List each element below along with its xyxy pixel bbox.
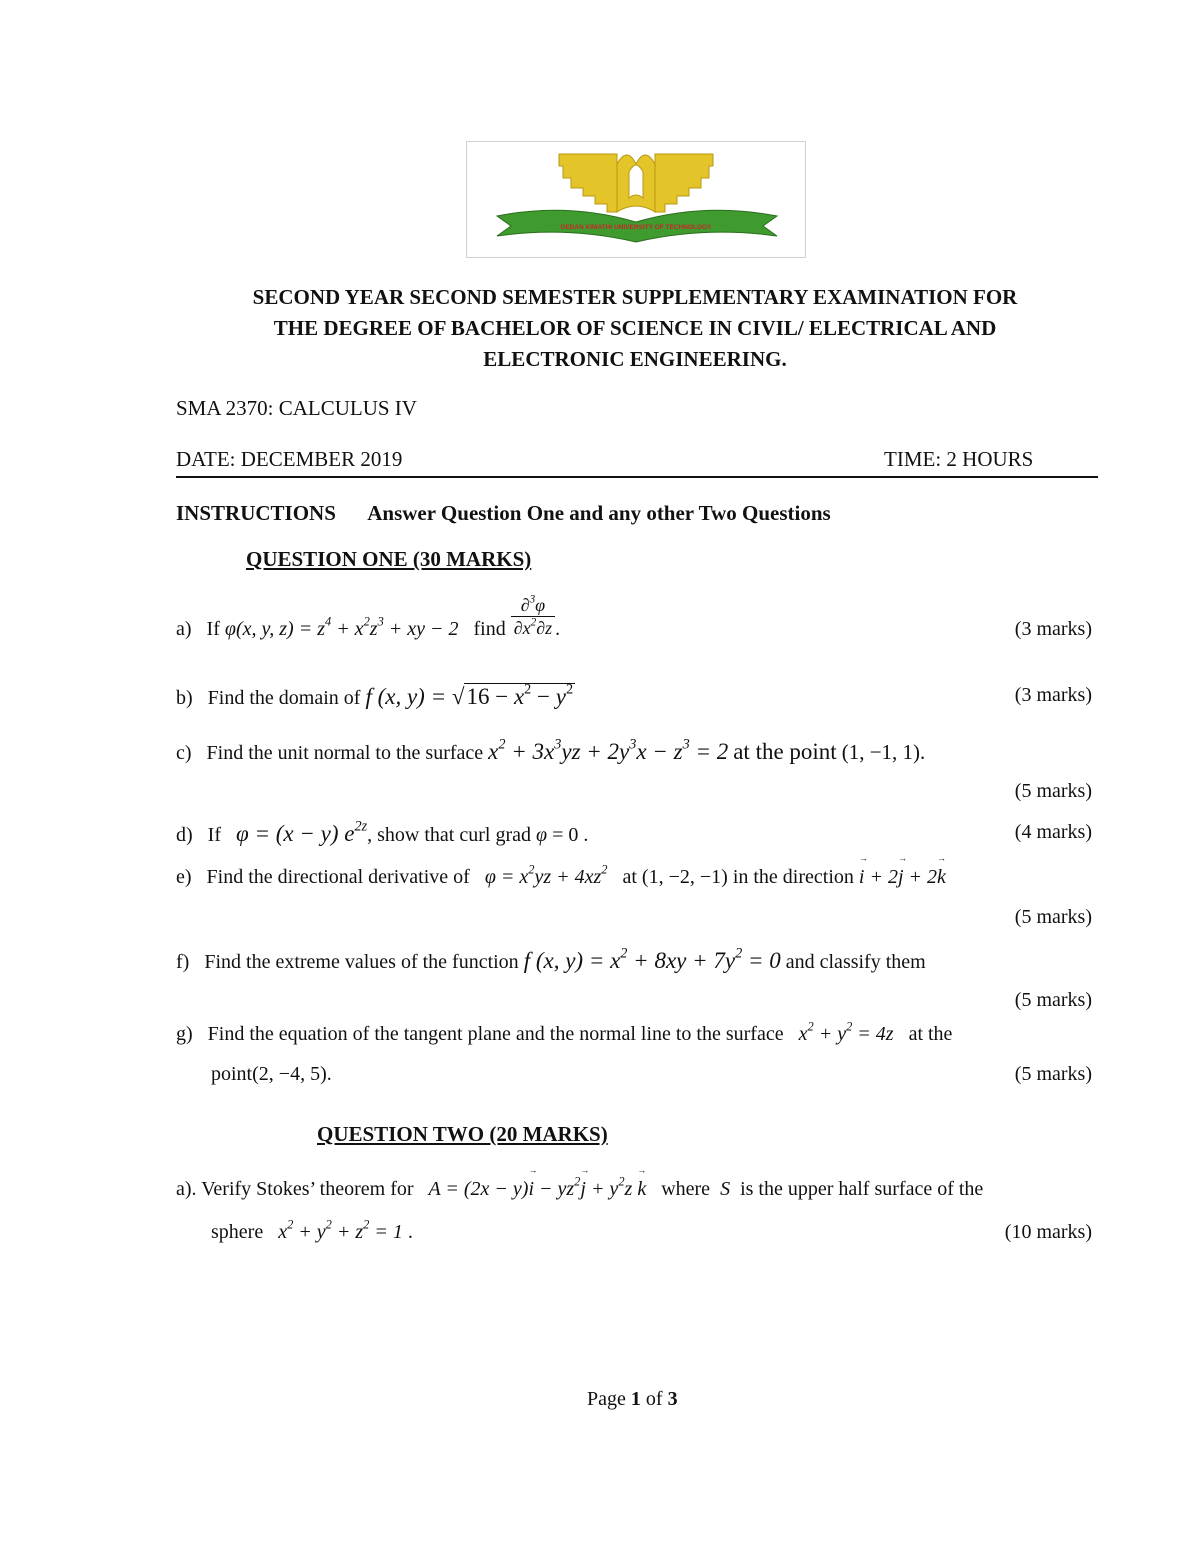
marks-e: (5 marks): [1014, 906, 1092, 928]
instructions-label: INSTRUCTIONS: [176, 501, 336, 525]
instructions-text: Answer Question One and any other Two Questions: [367, 501, 831, 525]
question-two-part-a-line2: sphere $x^2 + y^2 + z^2 = 1$ .: [211, 1217, 413, 1243]
question-two-heading: QUESTION TWO (20 MARKS): [317, 1122, 608, 1146]
logo-ribbon-text: DEDAN KIMATHI UNIVERSITY OF TECHNOLOGY: [560, 224, 712, 231]
header-divider: [176, 476, 1098, 478]
course-code: SMA 2370: CALCULUS IV: [176, 396, 417, 420]
exam-date: DATE: DECEMBER 2019: [176, 447, 403, 471]
exam-duration: TIME: 2 HOURS: [884, 447, 1034, 471]
math-expression: $x^2 + 3x^3yz + 2y^3x - z^3 = 2$: [488, 736, 729, 764]
exam-title-line-3: ELECTRONIC ENGINEERING.: [483, 347, 787, 371]
math-expression: f (x, $y) = √16 - x^2 - y^2$: [365, 681, 574, 709]
math-expression: f (x, $y) = x^2 + 8xy + 7y^2 = 0$: [523, 945, 781, 973]
logo-emblem: [467, 142, 805, 257]
logo-center-crest: [617, 155, 655, 212]
question-one-part-d: d) If φ = (x − y) $e^{2z}$, show that curl grad φ = 0 .: [176, 818, 589, 846]
question-one-part-a: a) If φ(x, y, $z) = z^4 + x^2z^3$ + xy − 2 find $\frac{\partial^3\varphi}{\partial x^2\partial z}$ .: [176, 593, 561, 640]
logo-left-wing: [559, 154, 617, 212]
marks-a: (3 marks): [1014, 618, 1092, 640]
question-one-part-g: g) Find the equation of the tangent plane and the normal line to the surface $x^2 + y^2 = 4z$ at the: [176, 1019, 953, 1045]
marks-d: (4 marks): [1014, 821, 1092, 843]
part-label: a): [176, 618, 192, 640]
university-logo: [466, 141, 806, 258]
marks-f: (5 marks): [1014, 989, 1092, 1011]
logo-right-wing: [655, 154, 713, 212]
question-one-part-g-line2: point(2, −4, 5).: [211, 1063, 332, 1085]
marks-c: (5 marks): [1014, 780, 1092, 802]
question-one-part-c: c) Find the unit normal to the surface $x^2 + 3x^3yz + 2y^3x - z^3 = 2$ at the point (1, −1, 1).: [176, 736, 926, 764]
marks-b: (3 marks): [1014, 684, 1092, 706]
exam-title-line-2: THE DEGREE OF BACHELOR OF SCIENCE IN CIVIL/ ELECTRICAL AND: [273, 316, 997, 340]
exam-title: [150, 282, 1120, 375]
marks-q2a: (10 marks): [1004, 1221, 1092, 1243]
math-expression: φ = (x − y) $e^{2z}$: [236, 818, 368, 846]
page-number: Page 1 of 3: [587, 1388, 678, 1410]
instructions: [176, 501, 831, 526]
question-one-part-b: b) Find the domain of f (x, $y) = √16 - x^2 - y^2$: [176, 681, 574, 709]
marks-g: (5 marks): [1014, 1063, 1092, 1085]
logo-ribbon: [497, 210, 777, 242]
question-one-part-e: e) Find the directional derivative of $\varphi = x^2yz + 4xz^2$ at (1, −2, −1) in the direction → i + 2→ j + 2→ k: [176, 866, 946, 889]
exam-title-line-1: SECOND YEAR SECOND SEMESTER SUPPLEMENTARY EXAMINATION FOR: [252, 285, 1018, 309]
question-one-heading: QUESTION ONE (30 MARKS): [246, 547, 532, 571]
question-one-part-f: f) Find the extreme values of the function f (x, $y) = x^2 + 8xy + 7y^2 = 0$ and classify them: [176, 945, 926, 973]
question-two-part-a: a). Verify Stokes’ theorem for $A = (2x - y)\to i - yz^2\to j + y^2z \to k$ where S is the upper half surface of the: [176, 1178, 983, 1201]
direction-vector: → i + 2→ j + 2→ k: [859, 866, 946, 888]
partial-derivative-fraction: $\frac{\partial^3\varphi}{\partial x^2\partial z}$: [511, 594, 555, 639]
math-expression: $\varphi = x^2yz + 4xz^2$: [484, 862, 608, 888]
math-expression: $x^2 + y^2 = 4z$: [798, 1019, 894, 1045]
math-expression: $x^2 + y^2 + z^2 = 1$: [278, 1217, 403, 1243]
math-expression: φ(x, y, $z) = z^4 + x^2z^3$ + xy − 2: [224, 614, 459, 640]
math-expression: $A = (2x - y)\to i - yz^2\to j + y^2z \to k$: [429, 1178, 647, 1200]
